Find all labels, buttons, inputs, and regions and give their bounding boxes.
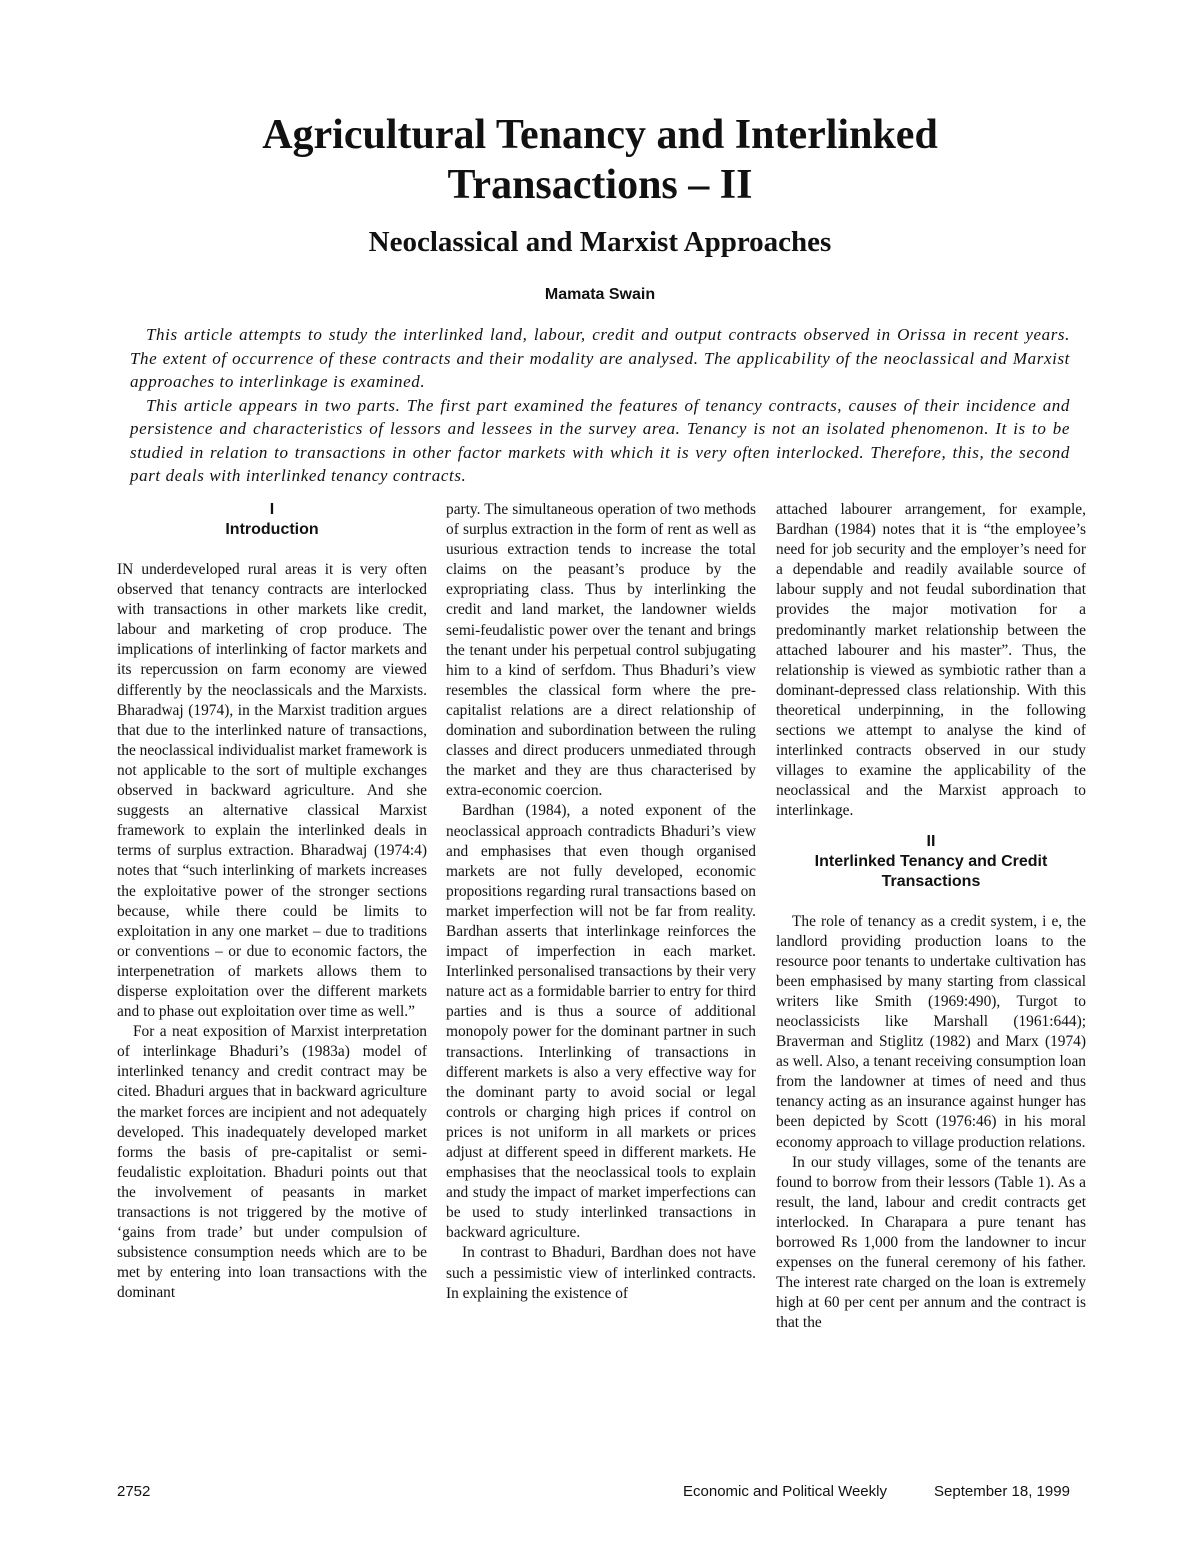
article-subtitle: Neoclassical and Marxist Approaches [368, 226, 832, 258]
body-paragraph: party. The simultaneous operation of two methods of surplus extraction in the form of rent as well as usurious extraction tends to increase the total claims on the peasant’s produce by the expropriating class. Thus by interlinking the credit and land market, the landowner wields semi-feudalistic power over the tenant and brings the tenant under his perpetual control subjugating him to a kind of serfdom. Thus Bhaduri’s view resembles the classical form where the pre-capitalist relations are a direct relationship of domination and subordination between the ruling classes and direct producers unmediated through the market and they are thus characterised by extra-economic coercion. [446, 501, 756, 800]
abstract-paragraph-2: This article appears in two parts. The first part examined the features of tenancy contracts, causes of their incidence and persistence and characteristics of lessors and lessees in the survey area. Tenancy is not an isolated phenomenon. It is to be studied in relation to transactions in other factor markets with which it is very often interlocked. Therefore, this, the second part deals with interlinked tenancy contracts. [130, 395, 1070, 485]
body-paragraph: In our study villages, some of the tenants are found to borrow from their lessors (Table 1). As a result, the land, labour and credit contracts get interlocked. In Charapara a pure tenant has borrowed Rs 1,000 from the landowner to incur expenses on the funeral ceremony of his father. The interest rate charged on the loan is extremely high at 60 per cent per annum and the contract is that the [776, 1153, 1086, 1332]
abstract-paragraph-1: This article attempts to study the interlinked land, labour, credit and output contracts observed in Orissa in recent years. The extent of occurrence of these contracts and their modality are analysed. The applicability of the neoclassical and Marxist approaches to interlinkage is examined. [130, 325, 1070, 391]
column-1 [117, 500, 427, 1303]
body-paragraph: Bardhan (1984), a noted exponent of the neoclassical approach contradicts Bhaduri’s view and emphasises that even though organised markets are not fully developed, economic propositions regarding rural transactions based on market imperfection will not be far from reality. Bardhan asserts that interlinkage reinforces the impact of imperfection in each market. Interlinked personalised transactions by their very nature act as a formidable barrier to entry for third parties and is thus a source of additional monopoly power for the dominant partner in such transactions. Interlinking of transactions in different markets is also a very effective way for the dominant party to avoid social or legal controls or charging high prices if control on prices is not uniform in all markets or prices adjust at different speed in different markets. He emphasises that the neoclassical tools to explain and study the impact of market imperfections can be used to study interlinked transactions in backward agriculture. [446, 802, 756, 1242]
body-paragraph: attached labourer arrangement, for example, Bardhan (1984) notes that it is “the employee’s need for job security and the employer’s need for a dependable and readily available source of labour supply and not feudal subordination that provides the major motivation for a predominantly market relationship between the attached labourer and his master”. Thus, the relationship is viewed as symbiotic rather than a dominant-depressed class relationship. With this theoretical underpinning, in the following sections we attempt to analyse the kind of interlinked contracts observed in our study villages to examine the applicability of the neoclassical and the Marxist approach to interlinkage. [776, 501, 1086, 820]
article-title [0, 110, 1200, 210]
section-number: II [926, 832, 936, 850]
abstract [130, 323, 1070, 488]
body-paragraph: For a neat exposition of Marxist interpretation of interlinkage Bhaduri’s (1983a) model of interlinked tenancy and credit contract may be cited. Bhaduri argues that in backward agriculture the market forces are incipient and not adequately developed. This inadequately developed market forms the basis of pre-capitalist or semi-feudalistic exploitation. Bhaduri points out that the involvement of peasants in market transactions is not triggered by the motive of ‘gains from trade’ but under compulsion of subsistence consumption needs which are to be met by entering into loan transactions with the dominant [117, 1023, 427, 1302]
page-number: 2752 [117, 1483, 151, 1500]
body-paragraph: The role of tenancy as a credit system, i e, the landlord providing production loans to the resource poor tenants to undertake cultivation has been emphasised by many starting from classical writers like Smith (1969:490), Turgot to neoclassicists like Marshall (1961:644); Braverman and Stiglitz (1982) and Marx (1974) as well. Also, a tenant receiving consumption loan from the landowner at times of need and thus tenancy acting as an insurance against hunger has been depicted by Scott (1976:46) in his moral economy approach to village production relations. [776, 912, 1086, 1151]
issue-date: September 18, 1999 [934, 1483, 1070, 1500]
article-title-line1: Agricultural Tenancy and Interlinked [262, 112, 938, 158]
section-heading-line1: Interlinked Tenancy and Credit [814, 852, 1048, 870]
section-heading-line2: Transactions [881, 872, 981, 890]
body-paragraph: In contrast to Bhaduri, Bardhan does not have such a pessimistic view of interlinked contracts. In explaining the existence of [446, 1244, 756, 1302]
journal-name: Economic and Political Weekly [683, 1483, 887, 1500]
body-paragraph: IN underdeveloped rural areas it is very often observed that tenancy contracts are interlocked with transactions in other markets like credit, labour and marketing of crop produce. The implications of interlinking of factor markets and its repercussion on farm economy are viewed differently by the neoclassicals and the Marxists. Bharadwaj (1974), in the Marxist tradition argues that due to the interlinked nature of transactions, the neoclassical individualist market framework is not applicable to the sort of multiple exchanges observed in backward agriculture. And she suggests an alternative classical Marxist framework to explain the interlinked deals in terms of surplus extraction. Bharadwaj (1974:4) notes that “such interlinking of markets increases the exploitative power of the stronger sections because, while there could be limits to exploitation in any one market – due to traditions or conventions – or due to economic factors, the interpenetration of markets allows them to disperse exploitation over the different markets and to phase out exploitation over time as well.” [117, 561, 427, 1021]
column-3 [776, 500, 1086, 1333]
column-2 [446, 500, 756, 1304]
section-heading: Introduction [225, 521, 319, 538]
article-title-line2: Transactions – II [447, 162, 753, 208]
section-number: I [269, 501, 275, 518]
author-name: Mamata Swain [544, 286, 656, 303]
